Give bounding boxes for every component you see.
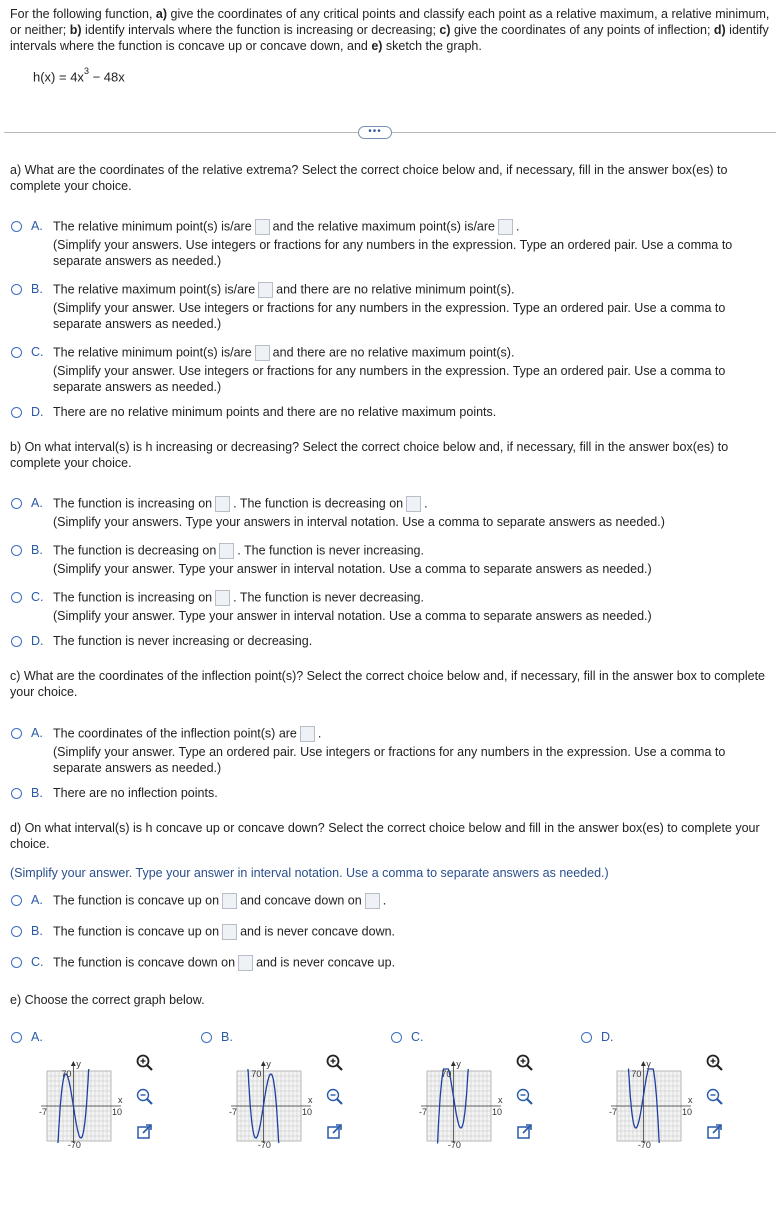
graph-label-xlabel: x bbox=[118, 1095, 123, 1105]
graph-plot-B[interactable] bbox=[223, 1053, 333, 1153]
radio-button[interactable] bbox=[11, 926, 22, 937]
option-letter: D. bbox=[31, 634, 44, 648]
graph-label-ymin: -70 bbox=[67, 1140, 81, 1150]
option-hint: (Simplify your answer. Type your answer in interval notation. Use a comma to separate answers as needed.) bbox=[53, 562, 652, 576]
option-text: The relative minimum point(s) is/are bbox=[53, 219, 252, 234]
zoom-in-icon[interactable] bbox=[705, 1053, 725, 1073]
option-letter: A. bbox=[31, 726, 43, 740]
option-text: The function is concave down on bbox=[53, 955, 236, 970]
graph-label-xmax: 10 bbox=[302, 1107, 313, 1117]
graph-label-xmax: 10 bbox=[682, 1107, 693, 1117]
option-text: and there are no relative minimum point(s). bbox=[276, 282, 515, 297]
answer-box[interactable] bbox=[258, 282, 273, 298]
expand-icon[interactable] bbox=[515, 1122, 535, 1142]
option-text: and the relative maximum point(s) is/are bbox=[272, 219, 495, 234]
question-a: a) What are the coordinates of the relative extrema? Select the correct choice below and, if necessary, fill in the answer box(es) to complete your choice. bbox=[10, 163, 728, 193]
graph-label-ymin: -70 bbox=[447, 1140, 461, 1150]
graph-label-xmin: -7 bbox=[39, 1107, 48, 1117]
radio-button[interactable] bbox=[11, 788, 22, 799]
option-text: The function is increasing on bbox=[53, 496, 213, 511]
option-hint: (Simplify your answers. Type your answers in interval notation. Use a comma to separate answers as needed.) bbox=[53, 515, 665, 529]
expand-icon[interactable] bbox=[325, 1122, 345, 1142]
expand-icon[interactable] bbox=[705, 1122, 725, 1142]
option-text: . bbox=[382, 893, 387, 908]
graph-plot-A[interactable] bbox=[33, 1053, 143, 1153]
intro-text: give the coordinates of any critical points and classify each point as a relative maximum, a relative minimum, or neither; bbox=[10, 7, 770, 37]
graph-label-ymax: 70 bbox=[61, 1069, 72, 1079]
intro-label-b: b) bbox=[69, 23, 82, 37]
option-text: There are no relative minimum points and there are no relative maximum points. bbox=[53, 405, 497, 419]
option-letter: A. bbox=[31, 496, 43, 510]
radio-button[interactable] bbox=[11, 545, 22, 556]
graph-label-xlabel: x bbox=[688, 1095, 693, 1105]
graph-label-ylabel: y bbox=[76, 1059, 81, 1069]
graph-label-ymax: 70 bbox=[441, 1069, 452, 1079]
option-text: The function is concave up on bbox=[53, 893, 220, 908]
option-letter: A. bbox=[31, 893, 43, 907]
answer-box[interactable] bbox=[365, 893, 380, 909]
option-text: The function is increasing on bbox=[53, 590, 213, 605]
radio-button[interactable] bbox=[11, 498, 22, 509]
intro-text: For the following function, bbox=[10, 7, 156, 21]
graph-label-xmin: -7 bbox=[229, 1107, 238, 1117]
graph-label-xmin: -7 bbox=[609, 1107, 618, 1117]
option-text: . bbox=[317, 726, 322, 741]
answer-box[interactable] bbox=[238, 955, 253, 971]
option-text: and is never concave down. bbox=[240, 924, 396, 939]
option-text: The relative minimum point(s) is/are bbox=[53, 345, 252, 360]
intro-text: sketch the graph. bbox=[382, 39, 482, 53]
intro-label-c: c) bbox=[439, 23, 451, 37]
function-lhs: h(x) = 4x bbox=[33, 69, 84, 85]
zoom-in-icon[interactable] bbox=[325, 1053, 345, 1073]
option-hint: (Simplify your answer. Use integers or fractions for any numbers in the expression. Type an ordered pair. Use a comma to separate answers as needed.) bbox=[53, 364, 726, 394]
answer-box[interactable] bbox=[255, 345, 270, 361]
intro-label-d: d) bbox=[713, 23, 726, 37]
radio-button[interactable] bbox=[11, 728, 22, 739]
question-c: c) What are the coordinates of the inflection point(s)? Select the correct choice below and, if necessary, fill in the answer box to complete your choice. bbox=[10, 669, 766, 699]
option-letter: C. bbox=[411, 1030, 424, 1044]
graph-label-ylabel: y bbox=[456, 1059, 461, 1069]
radio-button[interactable] bbox=[11, 407, 22, 418]
graph-label-ylabel: y bbox=[646, 1059, 651, 1069]
radio-button[interactable] bbox=[11, 895, 22, 906]
option-text: The function is concave up on bbox=[53, 924, 220, 939]
intro-label-e: e) bbox=[371, 39, 383, 53]
option-letter: B. bbox=[31, 543, 43, 557]
graph-label-ymax: 70 bbox=[631, 1069, 642, 1079]
option-letter: B. bbox=[221, 1030, 233, 1044]
function-rhs: − 48x bbox=[88, 69, 125, 85]
answer-box[interactable] bbox=[406, 496, 421, 512]
answer-box[interactable] bbox=[215, 496, 230, 512]
option-letter: D. bbox=[601, 1030, 614, 1044]
intro-text: identify intervals where the function is concave up or concave down, and bbox=[10, 23, 769, 53]
option-letter: B. bbox=[31, 924, 43, 938]
function-expression bbox=[33, 68, 125, 84]
zoom-in-icon[interactable] bbox=[135, 1053, 155, 1073]
option-letter: B. bbox=[31, 786, 43, 800]
expand-icon[interactable] bbox=[135, 1122, 155, 1142]
radio-button[interactable] bbox=[11, 1032, 22, 1043]
option-text: The function is never increasing or decreasing. bbox=[53, 634, 313, 648]
answer-box[interactable] bbox=[219, 543, 234, 559]
option-hint: (Simplify your answer. Type your answer in interval notation. Use a comma to separate answers as needed.) bbox=[53, 609, 652, 623]
answer-box[interactable] bbox=[300, 726, 315, 742]
option-text: . The function is decreasing on bbox=[233, 496, 404, 511]
graph-label-xlabel: x bbox=[308, 1095, 313, 1105]
radio-button[interactable] bbox=[11, 957, 22, 968]
graph-label-xmin: -7 bbox=[419, 1107, 428, 1117]
option-text: and there are no relative maximum point(s). bbox=[272, 345, 515, 360]
more-button[interactable]: ••• bbox=[358, 126, 392, 139]
radio-button[interactable] bbox=[11, 347, 22, 358]
option-text: The coordinates of the inflection point(s) are bbox=[53, 726, 297, 741]
option-letter: D. bbox=[31, 405, 44, 419]
question-d-note: (Simplify your answer. Type your answer in interval notation. Use a comma to separate answers as needed.) bbox=[10, 866, 609, 880]
option-text: The function is decreasing on bbox=[53, 543, 217, 558]
option-hint: (Simplify your answer. Use integers or fractions for any numbers in the expression. Type an ordered pair. Use a comma to separate answers as needed.) bbox=[53, 301, 726, 331]
graph-label-ymax: 70 bbox=[251, 1069, 262, 1079]
problem-statement bbox=[10, 6, 770, 54]
option-text: and concave down on bbox=[240, 893, 362, 908]
radio-button[interactable] bbox=[11, 221, 22, 232]
graph-label-xmax: 10 bbox=[492, 1107, 503, 1117]
option-text: . bbox=[424, 496, 428, 511]
graph-label-xlabel: x bbox=[498, 1095, 503, 1105]
option-hint: (Simplify your answers. Use integers or fractions for any numbers in the expression. Type an ordered pair. Use a comma to separate answers as needed.) bbox=[53, 238, 733, 268]
option-letter: C. bbox=[31, 590, 44, 604]
answer-box[interactable] bbox=[222, 893, 237, 909]
question-e: e) Choose the correct graph below. bbox=[10, 993, 205, 1007]
option-text: There are no inflection points. bbox=[53, 786, 218, 800]
intro-text: give the coordinates of any points of inflection; bbox=[450, 23, 714, 37]
option-text: and is never concave up. bbox=[256, 955, 396, 970]
option-text: . The function is never increasing. bbox=[237, 543, 424, 558]
graph-label-ymin: -70 bbox=[637, 1140, 651, 1150]
option-letter: C. bbox=[31, 345, 44, 359]
radio-button[interactable] bbox=[11, 636, 22, 647]
radio-button[interactable] bbox=[581, 1032, 592, 1043]
zoom-out-icon[interactable] bbox=[705, 1087, 725, 1107]
intro-label-a: a) bbox=[155, 7, 168, 21]
radio-button[interactable] bbox=[391, 1032, 402, 1043]
graph-label-xmax: 10 bbox=[112, 1107, 123, 1117]
graph-plot-D[interactable] bbox=[603, 1053, 713, 1153]
question-d: d) On what interval(s) is h concave up or concave down? Select the correct choice below and fill in the answer box(es) to complete your choice. bbox=[10, 821, 760, 851]
graph-plot-C[interactable] bbox=[413, 1053, 523, 1153]
answer-box[interactable] bbox=[222, 924, 237, 940]
question-b: b) On what interval(s) is h increasing or decreasing? Select the correct choice below and, if necessary, fill in the answer box(es) to complete your choice. bbox=[10, 440, 729, 470]
zoom-out-icon[interactable] bbox=[515, 1087, 535, 1107]
answer-box[interactable] bbox=[498, 219, 513, 235]
option-text: . The function is never decreasing. bbox=[233, 590, 424, 605]
radio-button[interactable] bbox=[11, 284, 22, 295]
option-letter: A. bbox=[31, 219, 43, 233]
option-letter: C. bbox=[31, 955, 44, 969]
graph-label-ylabel: y bbox=[266, 1059, 271, 1069]
zoom-out-icon[interactable] bbox=[135, 1087, 155, 1107]
zoom-in-icon[interactable] bbox=[515, 1053, 535, 1073]
radio-button[interactable] bbox=[11, 592, 22, 603]
option-hint: (Simplify your answer. Type an ordered pair. Use integers or fractions for any numbers in the expression. Use a comma to separate answers as needed.) bbox=[53, 745, 726, 775]
radio-button[interactable] bbox=[201, 1032, 212, 1043]
option-letter: A. bbox=[31, 1030, 43, 1044]
intro-text: identify intervals where the function is increasing or decreasing; bbox=[81, 23, 440, 37]
graph-label-ymin: -70 bbox=[257, 1140, 271, 1150]
answer-box[interactable] bbox=[215, 590, 230, 606]
zoom-out-icon[interactable] bbox=[325, 1087, 345, 1107]
answer-box[interactable] bbox=[255, 219, 270, 235]
option-text: . bbox=[515, 219, 520, 234]
option-text: The relative maximum point(s) is/are bbox=[53, 282, 256, 297]
function-exponent: 3 bbox=[83, 66, 89, 76]
option-letter: B. bbox=[31, 282, 43, 296]
